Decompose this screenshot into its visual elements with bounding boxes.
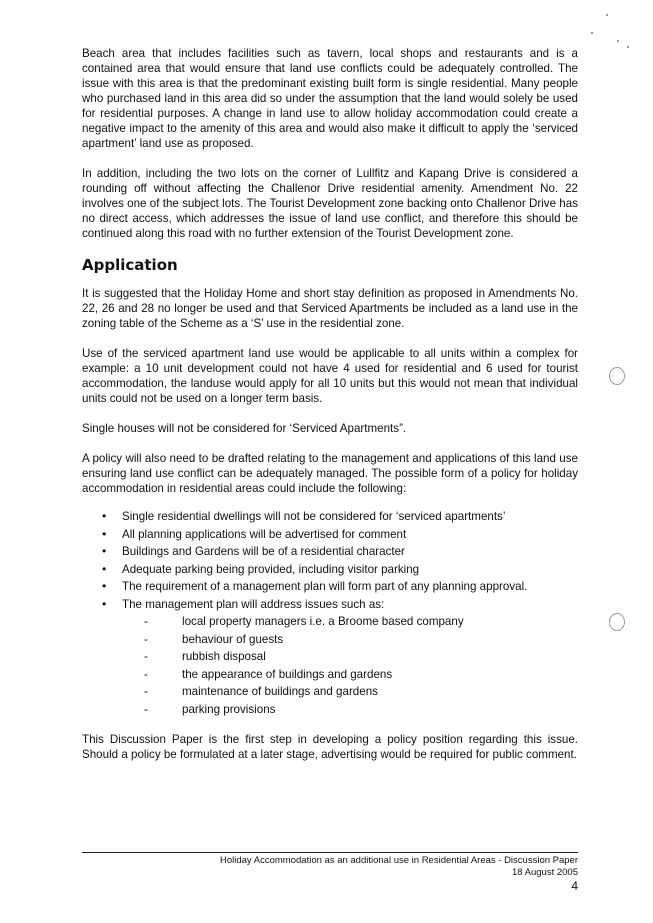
paragraph-single-houses: Single houses will not be considered for ‘Serviced Apartments”. (82, 422, 407, 435)
document-body (82, 46, 578, 777)
dash-icon: - (144, 615, 148, 628)
dash-icon: - (144, 650, 148, 663)
paragraph-serviced-apartment-use: Use of the serviced apartment land use would be applicable to all units within a complex for example: a 10 unit development could not have 4 used for residential and 6 used for tourist accommodation, the landuse would apply for all 10 units but this would not mean that individual units could not be used on a longer term basis. (82, 347, 578, 405)
bullet-icon: • (102, 526, 107, 541)
dash-icon: - (144, 685, 148, 698)
bullet-icon: • (102, 544, 107, 558)
list-item: • The management plan will address issues such as: - local property managers i.e. a Broome based company - behaviour of guests - rubbish disposal - the appearance of buildings and gardens - maintenance of buildings and gardens - parking provisions (82, 596, 578, 719)
sub-list-item: - rubbish disposal (82, 648, 578, 666)
sub-list-item: - maintenance of buildings and gardens (82, 683, 578, 701)
punch-hole-icon (609, 613, 625, 631)
sub-list-item: - parking provisions (82, 701, 578, 719)
sub-list-item: - local property managers i.e. a Broome based company (82, 613, 578, 631)
paragraph-policy-drafting: A policy will also need to be drafted relating to the management and applications of this land use ensuring land use conflict can be adequately managed. The possible form of a policy for holiday accommodation in residential areas could include the following: (82, 452, 578, 495)
list-item: • Buildings and Gardens will be of a residential character (82, 543, 578, 561)
scan-speck (627, 46, 629, 48)
scan-speck (606, 14, 608, 16)
bullet-icon: • (102, 561, 107, 576)
list-item: • Adequate parking being provided, including visitor parking (82, 561, 578, 579)
bullet-icon: • (102, 596, 107, 611)
list-item: • All planning applications will be advertised for comment (82, 526, 578, 544)
paragraph-lullfitz-kapang: In addition, including the two lots on the corner of Lullfitz and Kapang Drive is considered a rounding off without affecting the Challenor Drive residential amenity. Amendment No. 22 involves one of the subject lots. The Tourist Development zone backing onto Challenor Drive has no direct access, which addresses the issue of land use conflict, and therefore this should be continued along this road with no further extension of the Tourist Development zone. (82, 167, 578, 240)
page-number: 4 (571, 879, 578, 893)
punch-hole-icon (609, 367, 625, 385)
footer-date: 18 August 2005 (511, 867, 578, 878)
paragraph-beach-area: Beach area that includes facilities such as tavern, local shops and restaurants and is a contained area that would ensure that land use conflicts could be adequately controlled. The issue with this area is that the predominant existing built form is single residential. Many people who purchased land in this area did so under the assumption that the land would solely be used for residential purposes. A change in land use to allow holiday accommodation could create a negative impact to the amenity of this area and would also make it difficult to apply the ‘serviced apartment’ land use as proposed. (82, 47, 578, 150)
management-plan-sublist (82, 613, 578, 718)
dash-icon: - (144, 667, 148, 681)
section-heading-application: Application (82, 256, 178, 274)
scan-speck (617, 40, 619, 42)
sub-list-item: - the appearance of buildings and gardens (82, 666, 578, 684)
list-item: • Single residential dwellings will not be considered for ‘serviced apartments’ (82, 508, 578, 526)
sub-list-item: - behaviour of guests (82, 631, 578, 649)
paragraph-holiday-home-definition: It is suggested that the Holiday Home and short stay definition as proposed in Amendments No. 22, 26 and 28 no longer be used and that Serviced Apartments be included as a land use in the zoning table of the Scheme as a ‘S’ use in the residential zone. (82, 287, 578, 330)
paragraph-discussion-paper: This Discussion Paper is the first step in developing a policy position regarding this issue. Should a policy be formulated at a later stage, advertising would be required for public comment. (82, 733, 578, 761)
bullet-icon: • (102, 509, 107, 523)
dash-icon: - (144, 632, 148, 646)
list-item: • The requirement of a management plan will form part of any planning approval. (82, 578, 578, 596)
footer-document-title: Holiday Accommodation as an additional use in Residential Areas - Discussion Paper (219, 855, 578, 866)
policy-bullet-list (82, 508, 578, 718)
scan-speck (591, 32, 593, 34)
dash-icon: - (144, 702, 148, 716)
bullet-icon: • (102, 579, 107, 593)
footer-divider (82, 852, 578, 853)
